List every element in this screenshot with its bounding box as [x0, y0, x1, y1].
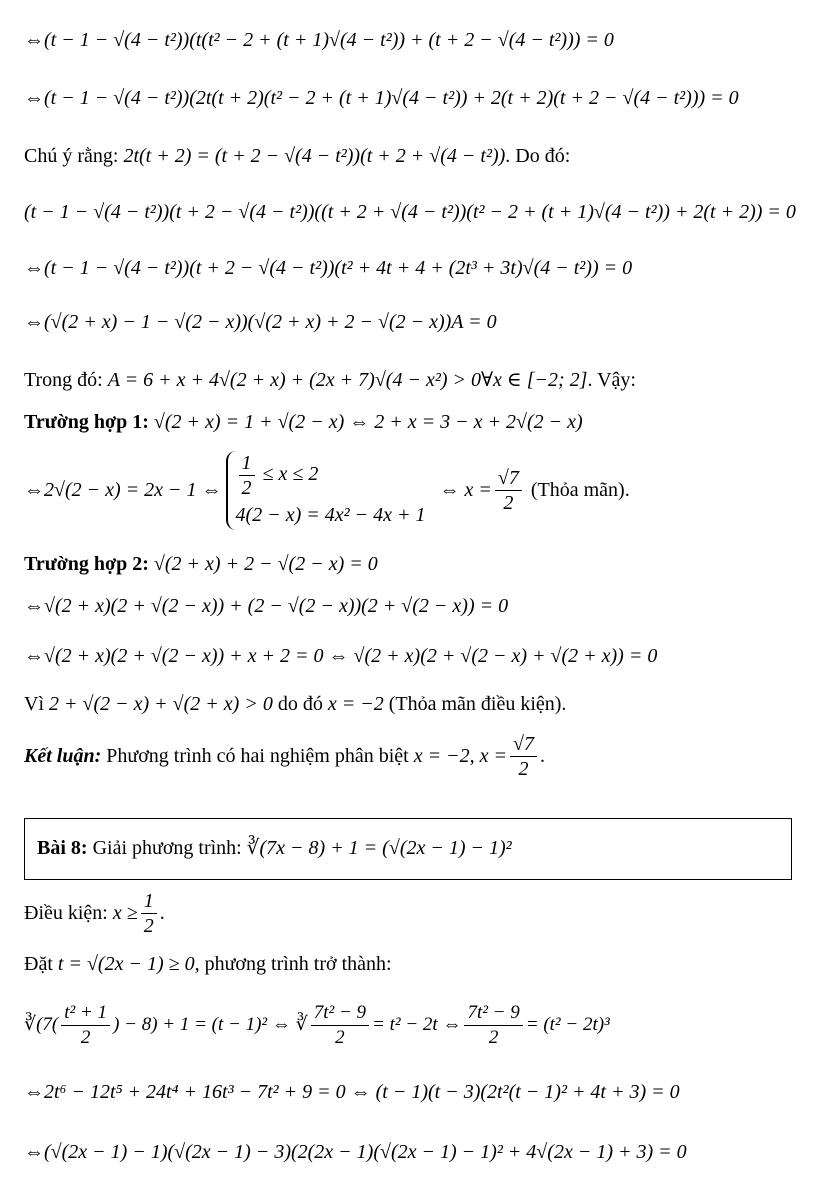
problem-line: [37, 834, 771, 862]
note-math: 2t(t + 2) = (t + 2 − √(4 − t²))(t + 2 + √(4 − t²)): [123, 145, 506, 167]
eq18-part-c: = t² − 2t ⇔: [372, 1014, 462, 1035]
note-tail: . Do đó:: [505, 145, 571, 167]
equation-line-12: ⇔√(2 + x)(2 + √(2 − x)) + x + 2 = 0 ⇔ √(2 + x)(2 + √(2 − x) + √(2 + x)) = 0: [24, 645, 658, 667]
solution-fraction: [495, 466, 522, 515]
equation-line-4: (t − 1 − √(4 − t²))(t + 2 − √(4 − t²))((t + 2 + √(4 − t²))(t² − 2 + (t + 1)√(4 − t²)) + 2(t + 2)) = 0: [24, 201, 796, 223]
fraction-denominator: 2: [518, 757, 529, 780]
fraction-denominator: 2: [503, 491, 514, 514]
condition-label: Điều kiện:: [24, 902, 108, 924]
conclusion-line: [24, 726, 801, 786]
conclusion-tail: .: [539, 745, 545, 767]
case2-line: [24, 550, 801, 578]
problem-label: Bài 8:: [37, 837, 88, 859]
eq18-part-b: ) − 8) + 1 = (t − 1)² ⇔ ∛: [113, 1014, 308, 1035]
problem-text: Giải phương trình:: [92, 837, 242, 859]
system-fraction: [239, 451, 255, 500]
fraction-denominator: 2: [241, 476, 252, 499]
case1-math: √(2 + x) = 1 + √(2 − x) ⇔ 2 + x = 3 − x + 2√(2 − x): [153, 411, 583, 433]
fraction-numerator: t² + 1: [61, 1001, 110, 1026]
fraction-numerator: √7: [510, 732, 537, 757]
where-label: Trong đó:: [24, 369, 103, 391]
eq18-part-a: ∛(7(: [24, 1014, 59, 1035]
equation-line-19: ⇔2t⁶ − 12t⁵ + 24t⁴ + 16t³ − 7t² + 9 = 0 ⇔ (t − 1)(t − 3)(2t²(t − 1)² + 4t + 3) = 0: [24, 1081, 680, 1103]
system-row-1-tail: ≤ x ≤ 2: [262, 462, 319, 485]
condition-math: x ≥: [112, 902, 138, 924]
fraction-numerator: 1: [141, 889, 157, 914]
eq18-part-d: = (t² − 2t)³: [525, 1014, 610, 1035]
where-tail: . Vậy:: [587, 369, 636, 391]
system-row-1: [236, 451, 426, 500]
substitution-label: Đặt: [24, 953, 53, 975]
because-note: (Thỏa mãn điều kiện).: [388, 693, 567, 715]
solution-math: ⇔ x =: [439, 479, 492, 501]
where-line: [24, 366, 801, 394]
because-line: [24, 690, 801, 718]
conclusion-math: x = −2, x =: [413, 745, 507, 767]
because-math-2: x = −2: [327, 693, 384, 715]
eq18-fraction-1: [61, 1001, 110, 1050]
fraction-denominator: 2: [143, 914, 154, 937]
system-row-2: 4(2 − x) = 4x² − 4x + 1: [235, 503, 426, 526]
fraction-denominator: 2: [80, 1026, 91, 1048]
system-of-equations: [226, 451, 426, 530]
substitution-math: t = √(2x − 1) ≥ 0: [57, 953, 195, 975]
eq18-fraction-2: [311, 1001, 369, 1050]
system-line: [24, 450, 801, 530]
substitution-line: [24, 950, 801, 978]
where-math: A = 6 + x + 4√(2 + x) + (2x + 7)√(4 − x²) > 0∀x ∈ [−2; 2]: [107, 369, 588, 391]
because-mid: do đó: [277, 693, 323, 715]
note-line: [24, 142, 801, 170]
note-label: Chú ý rằng:: [24, 145, 119, 167]
solution-note: (Thỏa mãn).: [530, 479, 630, 501]
condition-tail: .: [159, 902, 165, 924]
equation-line-11: ⇔√(2 + x)(2 + √(2 − x)) + (2 − √(2 − x))(2 + √(2 − x)) = 0: [24, 595, 509, 617]
condition-line: [24, 886, 801, 940]
fraction-denominator: 2: [335, 1026, 345, 1048]
equation-line-1: ⇔(t − 1 − √(4 − t²))(t(t² − 2 + (t + 1)√(4 − t²)) + (t + 2 − √(4 − t²))) = 0: [24, 29, 614, 51]
conclusion-fraction: [510, 732, 537, 781]
conclusion-text: Phương trình có hai nghiệm phân biệt: [106, 745, 409, 767]
equation-line-2: ⇔(t − 1 − √(4 − t²))(2t(t + 2)(t² − 2 + (t + 1)√(4 − t²)) + 2(t + 2)(t + 2 − √(4 − t²))) = 0: [24, 87, 739, 109]
conclusion-label: Kết luận:: [24, 745, 102, 767]
case2-label: Trường hợp 2:: [24, 553, 149, 575]
equation-line-5: ⇔(t − 1 − √(4 − t²))(t + 2 − √(4 − t²))(t² + 4t + 4 + (2t³ + 3t)√(4 − t²)) = 0: [24, 257, 633, 279]
fraction-numerator: √7: [495, 466, 522, 491]
problem-math: ∛(7x − 8) + 1 = (√(2x − 1) − 1)²: [246, 837, 512, 859]
fraction-denominator: 2: [488, 1026, 499, 1048]
because-math: 2 + √(2 − x) + √(2 + x) > 0: [49, 693, 273, 715]
eq18-fraction-3: [464, 1001, 522, 1050]
case2-math: √(2 + x) + 2 − √(2 − x) = 0: [153, 553, 378, 575]
because-label: Vì: [24, 693, 44, 715]
system-left: ⇔2√(2 − x) = 2x − 1 ⇔: [24, 479, 222, 501]
equation-line-18: [24, 990, 801, 1060]
case1-line: [24, 408, 801, 436]
fraction-numerator: 7t² − 9: [311, 1001, 369, 1026]
condition-fraction: [141, 889, 157, 938]
problem-box: [24, 818, 792, 880]
equation-line-6: ⇔(√(2 + x) − 1 − √(2 − x))(√(2 + x) + 2 − √(2 − x))A = 0: [24, 311, 497, 333]
fraction-numerator: 7t² − 9: [464, 1001, 522, 1026]
case1-label: Trường hợp 1:: [24, 411, 149, 433]
fraction-numerator: 1: [239, 451, 255, 476]
equation-line-20: ⇔(√(2x − 1) − 1)(√(2x − 1) − 3)(2(2x − 1)(√(2x − 1) − 1)² + 4√(2x − 1) + 3) = 0: [24, 1141, 687, 1163]
substitution-tail: , phương trình trở thành:: [194, 953, 392, 975]
